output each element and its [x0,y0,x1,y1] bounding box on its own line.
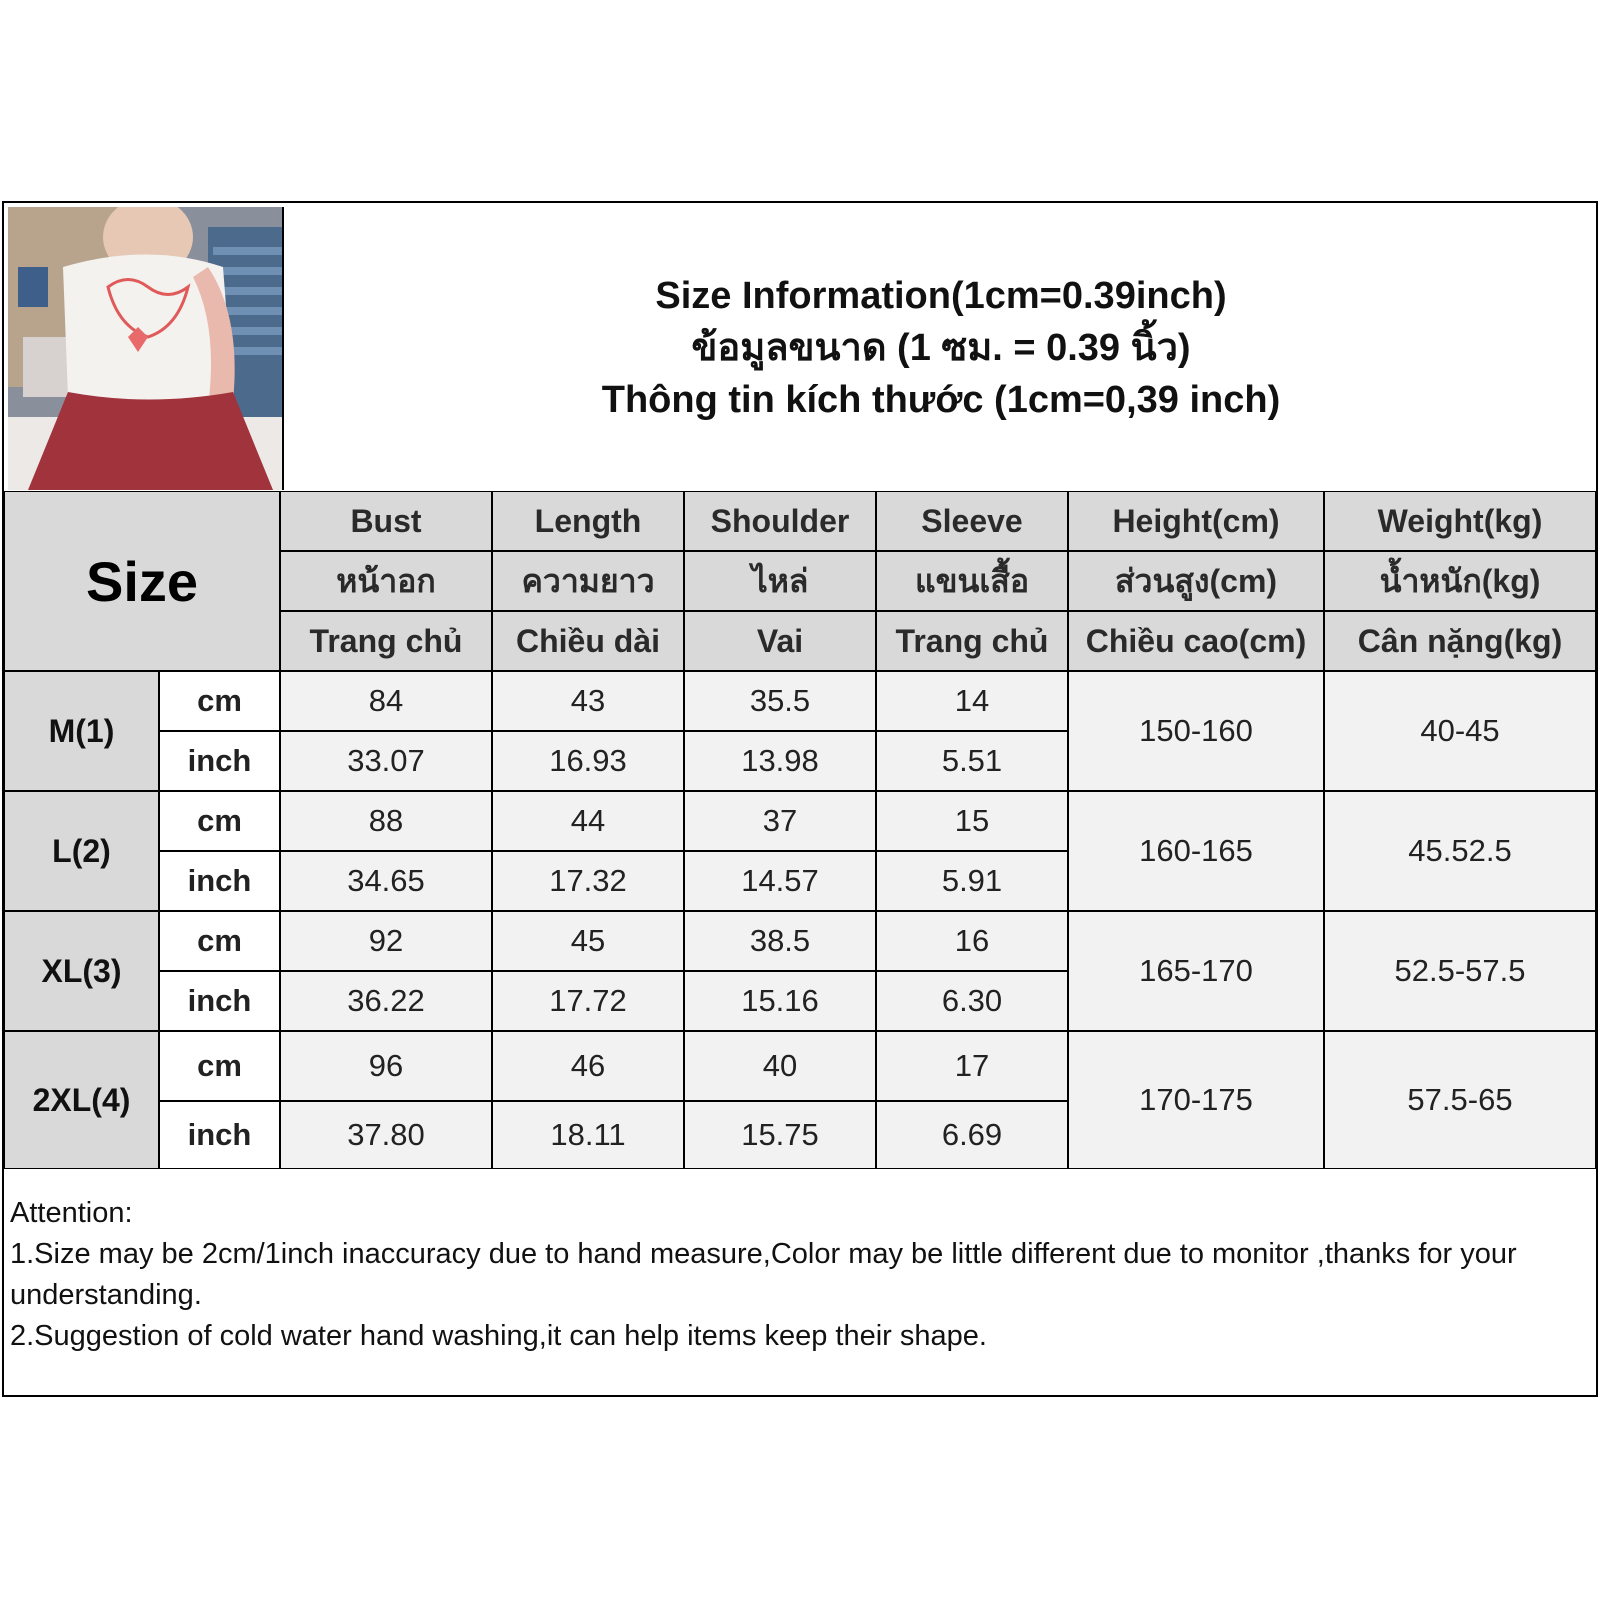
title-thai: ข้อมูลขนาด (1 ซม. = 0.39 นิ้ว) [691,327,1191,369]
column-header-th: ความยาว [492,551,684,611]
measurement-inch: 6.30 [876,971,1068,1031]
weight-range: 57.5-65 [1324,1031,1596,1169]
column-header-vi: Chiều cao(cm) [1068,611,1324,671]
measurement-inch: 6.69 [876,1101,1068,1169]
column-header-en: Length [492,491,684,551]
unit-cm: cm [159,911,280,971]
measurement-inch: 16.93 [492,731,684,791]
column-header-vi: Vai [684,611,876,671]
size-label: M(1) [4,671,159,791]
measurement-cm: 46 [492,1031,684,1101]
unit-cm: cm [159,791,280,851]
column-header-th: แขนเสื้อ [876,551,1068,611]
product-photo-image [8,207,282,490]
measurement-cm: 44 [492,791,684,851]
product-photo [8,207,284,490]
measurement-inch: 15.16 [684,971,876,1031]
note-line-2: 2.Suggestion of cold water hand washing,it can help items keep their shape. [10,1320,987,1352]
height-range: 170-175 [1068,1031,1324,1169]
measurement-cm: 96 [280,1031,492,1101]
measurement-cm: 92 [280,911,492,971]
size-header: Size [4,491,280,671]
measurement-inch: 13.98 [684,731,876,791]
unit-cm: cm [159,1031,280,1101]
measurement-inch: 14.57 [684,851,876,911]
measurement-cm: 37 [684,791,876,851]
height-range: 150-160 [1068,671,1324,791]
column-header-th: ไหล่ [684,551,876,611]
unit-inch: inch [159,851,280,911]
unit-inch: inch [159,971,280,1031]
measurement-cm: 15 [876,791,1068,851]
height-range: 165-170 [1068,911,1324,1031]
column-header-en: Shoulder [684,491,876,551]
size-label: XL(3) [4,911,159,1031]
measurement-cm: 38.5 [684,911,876,971]
measurement-cm: 40 [684,1031,876,1101]
size-chart [2,201,1598,1397]
column-header-en: Sleeve [876,491,1068,551]
size-label: L(2) [4,791,159,911]
column-header-th: หน้าอก [280,551,492,611]
measurement-cm: 14 [876,671,1068,731]
measurement-inch: 17.72 [492,971,684,1031]
measurement-inch: 34.65 [280,851,492,911]
title-vietnamese: Thông tin kích thước (1cm=0,39 inch) [601,379,1281,421]
title-english: Size Information(1cm=0.39inch) [655,275,1227,317]
measurement-cm: 84 [280,671,492,731]
weight-range: 40-45 [1324,671,1596,791]
weight-range: 52.5-57.5 [1324,911,1596,1031]
measurement-inch: 15.75 [684,1101,876,1169]
unit-inch: inch [159,1101,280,1169]
column-header-en: Bust [280,491,492,551]
title-block [286,203,1596,493]
size-label: 2XL(4) [4,1031,159,1169]
height-range: 160-165 [1068,791,1324,911]
measurement-inch: 33.07 [280,731,492,791]
measurement-cm: 88 [280,791,492,851]
measurement-inch: 5.51 [876,731,1068,791]
measurement-cm: 45 [492,911,684,971]
column-header-vi: Trang chủ [876,611,1068,671]
column-header-vi: Chiều dài [492,611,684,671]
notes-heading: Attention: [10,1197,133,1229]
column-header-th: ส่วนสูง(cm) [1068,551,1324,611]
column-header-en: Weight(kg) [1324,491,1596,551]
measurement-inch: 37.80 [280,1101,492,1169]
note-line-1: 1.Size may be 2cm/1inch inaccuracy due to hand measure,Color may be little different due to monitor ,thanks for your understanding. [10,1238,1517,1311]
attention-notes [10,1193,1590,1357]
weight-range: 45.52.5 [1324,791,1596,911]
measurement-inch: 5.91 [876,851,1068,911]
measurement-cm: 16 [876,911,1068,971]
column-header-vi: Cân nặng(kg) [1324,611,1596,671]
unit-inch: inch [159,731,280,791]
measurement-inch: 36.22 [280,971,492,1031]
measurement-cm: 17 [876,1031,1068,1101]
column-header-en: Height(cm) [1068,491,1324,551]
unit-cm: cm [159,671,280,731]
measurement-inch: 17.32 [492,851,684,911]
measurement-cm: 35.5 [684,671,876,731]
measurement-cm: 43 [492,671,684,731]
measurement-inch: 18.11 [492,1101,684,1169]
column-header-vi: Trang chủ [280,611,492,671]
column-header-th: น้ำหนัก(kg) [1324,551,1596,611]
